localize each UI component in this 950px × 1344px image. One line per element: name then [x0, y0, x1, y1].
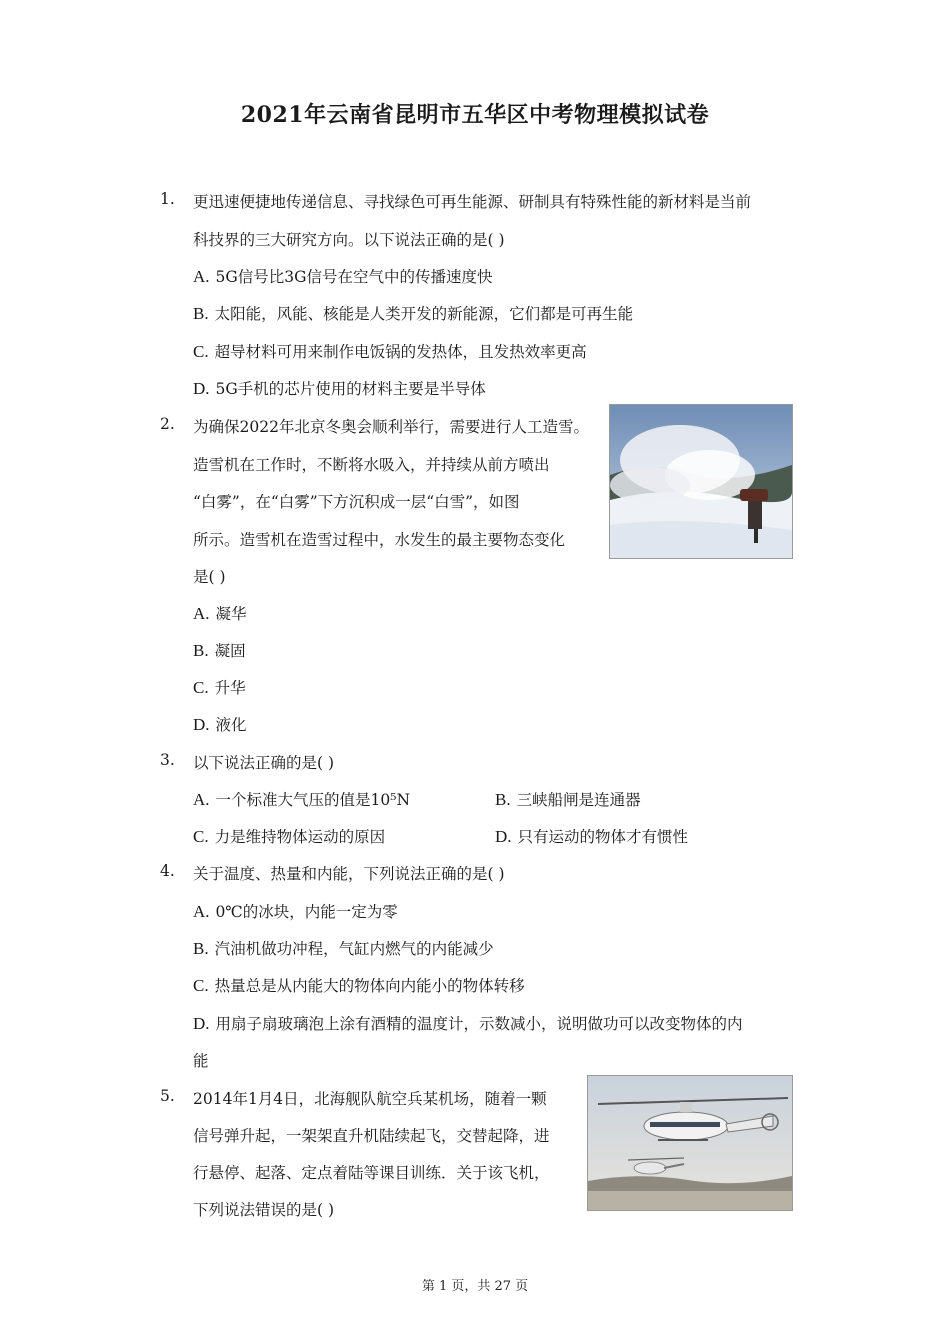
- option-letter: D.: [193, 1014, 210, 1033]
- option-d: [193, 377, 486, 399]
- option-b: [193, 639, 246, 661]
- option-a: [193, 900, 398, 922]
- question-number: 5.: [160, 1087, 175, 1105]
- question-number: 1.: [160, 190, 175, 208]
- option-text: 液化: [215, 716, 247, 734]
- option-letter: A.: [193, 604, 210, 623]
- option-letter: B.: [193, 304, 209, 323]
- option-c: [193, 974, 525, 996]
- option-text: 只有运动的物体才有惯性: [517, 828, 689, 846]
- question-text: 造雪机在工作时，不断将水吸入，并持续从前方喷出: [193, 456, 550, 474]
- question-text: 信号弹升起，一架架直升机陆续起飞，交替起降，进: [193, 1127, 550, 1145]
- option-text: 凝固: [214, 642, 246, 660]
- question-text: 以下说法正确的是( ): [193, 754, 335, 772]
- option-letter: C.: [193, 976, 209, 995]
- option-c: [193, 340, 587, 362]
- option-text: 太阳能，风能、核能是人类开发的新能源，它们都是可再生能: [214, 305, 634, 323]
- option-letter: D.: [193, 715, 210, 734]
- question-number: 4.: [160, 862, 175, 880]
- option-text: 凝华: [215, 605, 247, 623]
- question-text: “白雾”，在“白雾”下方沉积成一层“白雪”，如图: [193, 493, 520, 511]
- question-text: 下列说法错误的是( ): [193, 1201, 335, 1219]
- option-text: 5G信号比3G信号在空气中的传播速度快: [215, 268, 493, 286]
- option-b: [193, 937, 494, 959]
- option-d: [193, 1012, 743, 1034]
- option-text: 超导材料可用来制作电饭锅的发热体，且发热效率更高: [214, 343, 587, 361]
- option-a: [193, 602, 247, 624]
- page-footer: 第 1 页，共 27 页: [421, 1279, 529, 1294]
- question-number: 2.: [160, 415, 175, 433]
- option-text: 用扇子扇玻璃泡上涂有酒精的温度计，示数减小，说明做功可以改变物体的内: [215, 1015, 743, 1033]
- option-letter: B.: [193, 641, 209, 660]
- option-text: 三峡船闸是连通器: [516, 791, 641, 809]
- option-text: 5G手机的芯片使用的材料主要是半导体: [215, 380, 486, 398]
- option-letter: A.: [193, 790, 210, 809]
- option-d: [193, 713, 247, 735]
- option-text: 汽油机做功冲程，气缸内燃气的内能减少: [214, 940, 494, 958]
- option-text: 一个标准大气压的值是10⁵N: [215, 791, 411, 809]
- option-letter: C.: [193, 827, 209, 846]
- option-text: 升华: [214, 679, 246, 697]
- option-letter: D.: [193, 379, 210, 398]
- helicopter-image: [587, 1075, 793, 1211]
- question-text: 科技界的三大研究方向。以下说法正确的是( ): [193, 231, 505, 249]
- option-a: [193, 265, 493, 287]
- page-title: 2021年云南省昆明市五华区中考物理模拟试卷: [240, 102, 710, 128]
- option-text: 0℃的冰块，内能一定为零: [215, 903, 398, 921]
- option-letter: B.: [495, 790, 511, 809]
- question-text: 更迅速便捷地传递信息、寻找绿色可再生能源、研制具有特殊性能的新材料是当前: [193, 193, 752, 211]
- option-d: [495, 825, 688, 847]
- option-text: 热量总是从内能大的物体向内能小的物体转移: [214, 977, 525, 995]
- option-letter: B.: [193, 939, 209, 958]
- question-text: 2014年1月4日，北海舰队航空兵某机场，随着一颗: [193, 1090, 547, 1108]
- option-b: [193, 302, 633, 324]
- option-a: [193, 788, 410, 810]
- helicopter-illustration: [588, 1076, 792, 1210]
- option-c: [193, 676, 246, 698]
- option-letter: A.: [193, 902, 210, 921]
- question-text: 是( ): [193, 568, 226, 586]
- option-b: [495, 788, 641, 810]
- option-letter: C.: [193, 678, 209, 697]
- snow-machine-image: [609, 404, 793, 559]
- option-continuation: 能: [193, 1052, 209, 1070]
- question-text: 关于温度、热量和内能，下列说法正确的是( ): [193, 865, 505, 883]
- snow-machine-illustration: [610, 405, 792, 558]
- option-letter: D.: [495, 827, 512, 846]
- question-number: 3.: [160, 751, 175, 769]
- option-c: [193, 825, 385, 847]
- option-text: 力是维持物体运动的原因: [214, 828, 386, 846]
- option-letter: C.: [193, 342, 209, 361]
- question-text: 行悬停、起落、定点着陆等课目训练．关于该飞机，: [193, 1164, 550, 1182]
- question-text: 为确保2022年北京冬奥会顺利举行，需要进行人工造雪。: [193, 418, 589, 436]
- question-text: 所示。造雪机在造雪过程中，水发生的最主要物态变化: [193, 531, 566, 549]
- option-letter: A.: [193, 267, 210, 286]
